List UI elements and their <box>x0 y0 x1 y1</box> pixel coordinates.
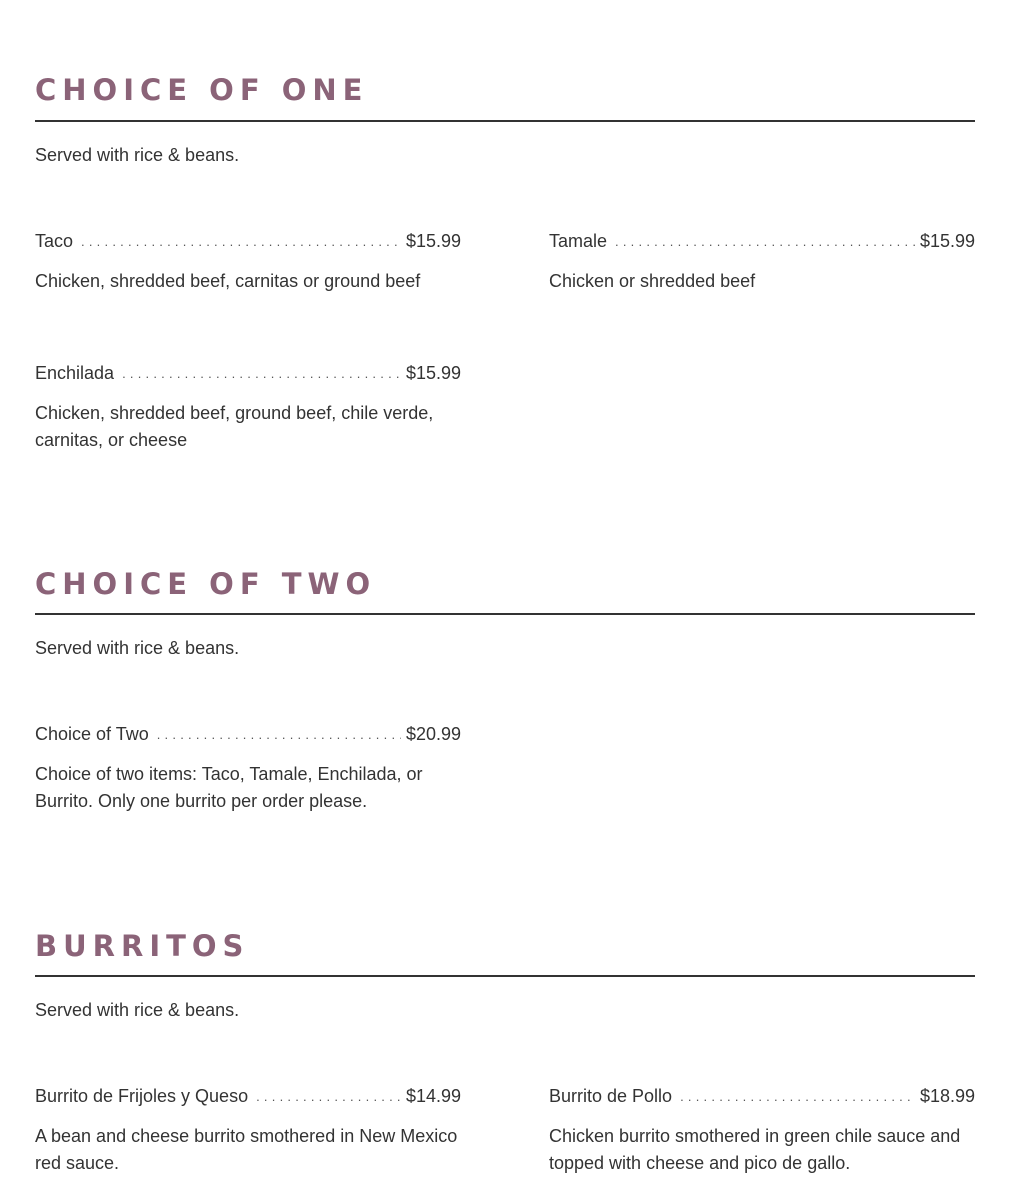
section-divider <box>35 120 975 122</box>
item-price: $18.99 <box>919 1086 975 1106</box>
section-burritos <box>35 929 975 1189</box>
item-name: Tamale <box>549 231 608 251</box>
item-price: $14.99 <box>405 1086 461 1106</box>
menu-item-burrito-de-frijoles-y-queso <box>35 1084 461 1177</box>
section-description: Served with rice & beans. <box>35 1000 240 1020</box>
item-name: Burrito de Pollo <box>549 1086 673 1106</box>
item-dot-leader <box>122 362 401 386</box>
section-description: Served with rice & beans. <box>35 638 240 658</box>
item-description: Chicken, shredded beef, carnitas or ground beef <box>35 271 421 291</box>
item-price: $15.99 <box>919 231 975 251</box>
section-description: Served with rice & beans. <box>35 145 240 165</box>
section-choice-of-one <box>35 73 975 473</box>
menu-item-tamale <box>549 229 975 295</box>
item-name: Taco <box>35 231 74 251</box>
item-description: Chicken burrito smothered in green chile sauce and topped with cheese and pico de gallo. <box>549 1126 961 1173</box>
section-divider <box>35 613 975 615</box>
item-description: A bean and cheese burrito smothered in New Mexico red sauce. <box>35 1126 458 1173</box>
item-price: $15.99 <box>405 363 461 383</box>
item-price: $15.99 <box>405 231 461 251</box>
item-dot-leader <box>680 1085 915 1109</box>
item-description: Choice of two items: Taco, Tamale, Enchilada, or Burrito. Only one burrito per order please. <box>35 764 423 811</box>
item-dot-leader <box>256 1085 401 1109</box>
item-name: Burrito de Frijoles y Queso <box>35 1086 249 1106</box>
menu-item-choice-of-two <box>35 722 461 815</box>
item-description: Chicken or shredded beef <box>549 271 756 291</box>
section-title: BURRITOS <box>35 929 250 963</box>
menu-item-burrito-de-pollo <box>549 1084 975 1177</box>
menu-item-enchilada <box>35 361 461 454</box>
item-name: Enchilada <box>35 363 115 383</box>
section-choice-of-two <box>35 567 975 827</box>
section-title: CHOICE OF ONE <box>35 73 369 107</box>
item-price: $20.99 <box>405 724 461 744</box>
item-name: Choice of Two <box>35 724 149 744</box>
section-divider <box>35 975 975 977</box>
item-dot-leader <box>157 723 401 747</box>
item-dot-leader <box>81 230 401 254</box>
item-description: Chicken, shredded beef, ground beef, chile verde, carnitas, or cheese <box>35 403 434 450</box>
section-title: CHOICE OF TWO <box>35 567 377 601</box>
menu-item-taco <box>35 229 461 295</box>
item-dot-leader <box>615 230 915 254</box>
